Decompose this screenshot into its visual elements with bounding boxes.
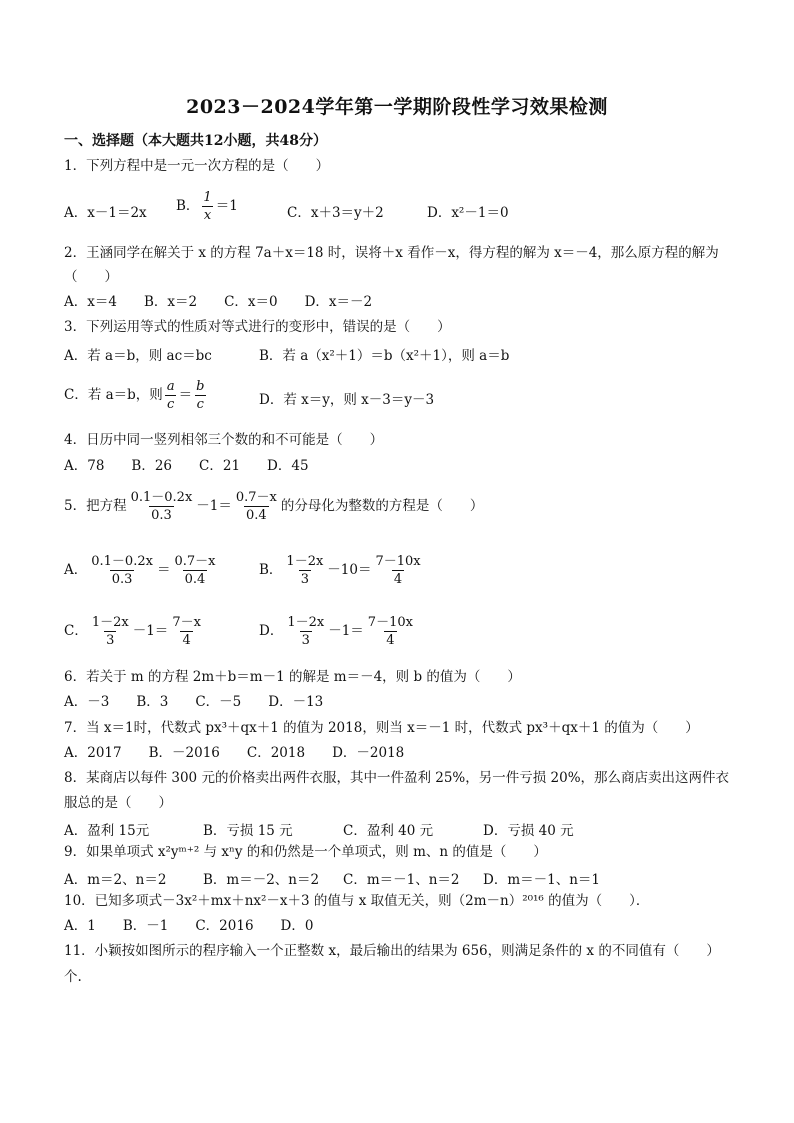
question-9-stem: 9．如果单项式 x²yᵐ⁺² 与 xⁿy 的和仍然是一个单项式，则 m、n 的值是（ ） <box>64 844 547 860</box>
q5-stem-prefix: 5．把方程 <box>64 498 127 514</box>
q5-c-fraction-left <box>90 614 131 649</box>
q9-option-a: A．m＝2、n＝2 <box>64 872 167 888</box>
fraction-numerator: b <box>196 379 205 394</box>
q6-options: A．－3 B．3 C．－5 D．－13 <box>64 694 324 710</box>
q5-option-a <box>64 553 219 588</box>
fraction-numerator: a <box>166 379 175 394</box>
fraction-denominator: c <box>167 397 175 412</box>
fraction-denominator: 3 <box>301 633 310 648</box>
q10-options: A．1 B．－1 C．2016 D．0 <box>64 918 314 934</box>
q3-c-fraction-right <box>194 378 206 413</box>
q3-option-b: B．若 a（x²＋1）＝b（x²＋1），则 a＝b <box>259 348 510 364</box>
q4-options: A．78 B．26 C．21 D．45 <box>64 458 309 474</box>
q1-option-b-fraction <box>201 189 213 224</box>
q3-option-d: D．若 x＝y，则 x－3＝y－3 <box>259 392 435 408</box>
equals-sign: －1＝ <box>328 623 364 639</box>
q1-option-b-tail: ＝1 <box>215 198 238 214</box>
fraction-numerator: 1－2x <box>286 554 324 569</box>
q3-c-fraction-left <box>165 378 177 413</box>
fraction-numerator: 1－2x <box>91 615 129 630</box>
fraction-denominator: 0.4 <box>246 508 267 523</box>
fraction-denominator: 0.3 <box>111 572 133 587</box>
q9-option-b: B．m＝－2、n＝2 <box>203 872 320 888</box>
q7-options: A．2017 B．－2016 C．2018 D．－2018 <box>64 745 405 761</box>
q8-option-a: A．盈利 15元 <box>64 823 150 839</box>
fraction-denominator: 3 <box>300 572 309 587</box>
fraction-denominator: 4 <box>182 633 191 648</box>
q5-d-fraction-right <box>366 614 415 649</box>
fraction-numerator: 1－2x <box>287 615 325 630</box>
q9-option-c: C．m＝－1、n＝2 <box>343 872 460 888</box>
question-2-stem-cont: （ ） <box>64 269 118 285</box>
fraction-denominator: 0.3 <box>151 508 172 523</box>
fraction-numerator: 0.1－0.2x <box>91 554 153 569</box>
q3-option-a: A．若 a＝b，则 ac＝bc <box>64 348 212 364</box>
equals-sign: ＝ <box>156 562 171 578</box>
q2-options: A．x＝4 B．x＝2 C．x＝0 D．x＝－2 <box>64 294 373 310</box>
q1-option-c: C．x＋3＝y＋2 <box>287 205 384 221</box>
fraction-numerator: 7－10x <box>375 554 421 569</box>
fraction-denominator: c <box>196 397 204 412</box>
fraction-numerator: 0.1－0.2x <box>130 490 193 505</box>
question-2-stem: 2．王涵同学在解关于 x 的方程 7a＋x＝18 时，误将＋x 看作－x，得方程的解为 x＝－4，那么原方程的解为 <box>64 245 719 261</box>
q5-a-fraction-right <box>172 553 217 588</box>
q5-b-fraction-right <box>373 553 422 588</box>
fraction-denominator: 4 <box>386 633 395 648</box>
question-10-stem: 10．已知多项式－3x²＋mx＋nx²－x＋3 的值与 x 取值无关，则（2m－n）²⁰¹⁶ 的值为（ ）． <box>64 893 650 909</box>
q5-stem-mid: －1＝ <box>196 498 232 514</box>
q8-option-b: B．亏损 15 元 <box>203 823 293 839</box>
question-3-stem: 3．下列运用等式的性质对等式进行的变形中，错误的是（ ） <box>64 319 451 335</box>
q5-option-c <box>64 614 205 649</box>
q1-option-d: D．x²－1＝0 <box>427 205 509 221</box>
fraction-numerator: 7－x <box>172 615 201 630</box>
equals-sign: ＝ <box>178 387 193 403</box>
fraction-denominator: 4 <box>393 572 403 587</box>
equals-sign: －1＝ <box>132 623 169 639</box>
q1-option-a: A．x－1＝2x <box>64 205 147 221</box>
fraction-numerator: 7－10x <box>367 615 413 630</box>
question-6-stem: 6．若关于 m 的方程 2m＋b＝m－1 的解是 m＝－4，则 b 的值为（ ） <box>64 669 521 685</box>
q8-option-c: C．盈利 40 元 <box>343 823 434 839</box>
option-label: D． <box>259 623 284 639</box>
question-7-stem: 7．当 x＝1时，代数式 px³＋qx＋1 的值为 2018，则当 x＝－1 时，代数式 px³＋qx＋1 的值为（ ） <box>64 720 699 736</box>
option-label: B． <box>259 562 283 578</box>
q8-option-d: D．亏损 40 元 <box>483 823 574 839</box>
q9-option-d: D．m＝－1、n＝1 <box>483 872 600 888</box>
fraction-denominator: x <box>203 208 212 223</box>
fraction-numerator: 0.7－x <box>174 554 216 569</box>
q1-option-b-label: B． <box>176 198 200 214</box>
q5-fraction-left <box>129 489 195 524</box>
question-11-stem-cont: 个. <box>64 969 82 985</box>
fraction-numerator: 1 <box>203 190 212 205</box>
fraction-numerator: 0.7－x <box>235 490 277 505</box>
q5-option-d <box>259 614 417 649</box>
question-4-stem: 4．日历中同一竖列相邻三个数的和不可能是（ ） <box>64 432 384 448</box>
question-1-stem: 1．下列方程中是一元一次方程的是（ ） <box>64 158 330 174</box>
q3-option-c-label: C．若 a＝b，则 <box>64 387 163 403</box>
q3-option-c <box>64 378 208 413</box>
fraction-denominator: 0.4 <box>184 572 206 587</box>
fraction-denominator: 3 <box>106 633 115 648</box>
question-8-stem: 8．某商店以每件 300 元的价格卖出两件衣服，其中一件盈利 25%，另一件亏损 20%，那么商店卖出这两件衣 <box>64 770 730 786</box>
q5-option-b <box>259 553 425 588</box>
question-11-stem: 11．小颖按如图所示的程序输入一个正整数 x，最后输出的结果为 656，则满足条件的 x 的不同值有（ ） <box>64 943 720 959</box>
question-8-stem-cont: 服总的是（ ） <box>64 795 172 811</box>
equals-sign: －10＝ <box>327 562 372 578</box>
question-5-stem <box>64 489 483 524</box>
q5-a-fraction-left <box>89 553 155 588</box>
option-label: A． <box>64 562 88 578</box>
q5-stem-suffix: 的分母化为整数的方程是（ ） <box>280 498 484 514</box>
q5-d-fraction-left <box>285 614 326 649</box>
q1-option-b <box>176 189 238 224</box>
q5-fraction-right <box>234 489 279 524</box>
option-label: C． <box>64 623 88 639</box>
q5-c-fraction-right <box>170 614 203 649</box>
q5-b-fraction-left <box>284 553 325 588</box>
section-heading: 一、选择题（本大题共12小题，共48分） <box>64 133 327 149</box>
page-title: 2023－2024学年第一学期阶段性学习效果检测 <box>186 96 608 118</box>
